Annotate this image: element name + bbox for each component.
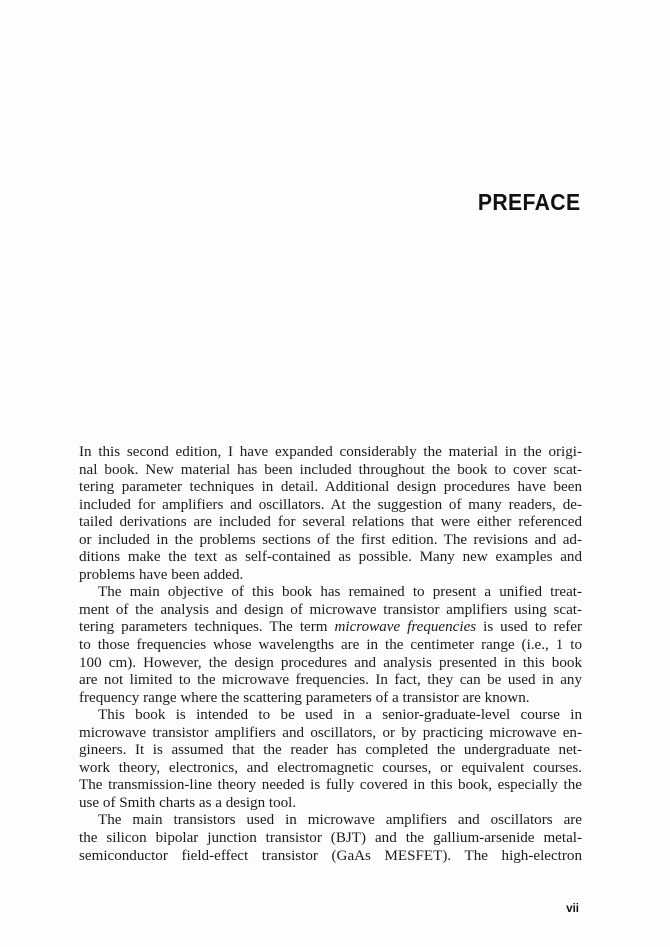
page-number: vii (566, 903, 579, 915)
text-line: or included in the problems sections of the first edition. The revisions and ad- (79, 531, 582, 548)
text-line: The transmission-line theory needed is fully covered in this book, especially the (79, 777, 582, 794)
text-segment: tering parameters techniques. The term (79, 619, 335, 636)
text-line: are not limited to the microwave frequencies. In fact, they can be used in any (79, 672, 582, 689)
text-segment: is used to refer (476, 619, 583, 636)
text-line: 100 cm). However, the design procedures and analysis presented in this book (79, 654, 582, 671)
text-line: semiconductor field-effect transistor (GaAs MESFET). The high-electron (79, 847, 582, 864)
chapter-heading: PREFACE (477, 189, 580, 215)
text-line: microwave transistor amplifiers and oscillators, or by practicing microwave en- (79, 724, 582, 741)
text-line: tering parameter techniques in detail. Additional design procedures have been (79, 479, 582, 496)
text-line: The main objective of this book has remained to present a unified treat- (98, 584, 582, 601)
text-line: problems have been added. (79, 566, 244, 583)
preface-body (79, 444, 582, 865)
text-line: included for amplifiers and oscillators. At the suggestion of many readers, de- (79, 496, 582, 513)
text-line: This book is intended to be used in a senior-graduate-level course in (98, 707, 582, 724)
text-line-mixed (79, 619, 582, 637)
text-line: frequency range where the scattering parameters of a transistor are known. (79, 689, 530, 706)
text-line: ditions make the text as self-contained as possible. Many new examples and (79, 549, 582, 566)
text-line: the silicon bipolar junction transistor (BJT) and the gallium-arsenide metal- (79, 830, 582, 847)
text-line: use of Smith charts as a design tool. (79, 794, 297, 811)
text-line: In this second edition, I have expanded considerably the material in the origi- (79, 444, 582, 460)
text-line: tailed derivations are included for several relations that were either referenced (79, 514, 582, 531)
italic-term: microwave frequencies (334, 619, 477, 636)
text-line: gineers. It is assumed that the reader has completed the undergraduate net- (79, 742, 582, 759)
text-line: The main transistors used in microwave amplifiers and oscillators are (98, 812, 582, 829)
text-line: work theory, electronics, and electromagnetic courses, or equivalent courses. (79, 759, 582, 776)
text-line: ment of the analysis and design of microwave transistor amplifiers using scat- (79, 601, 582, 618)
text-line: to those frequencies whose wavelengths are in the centimeter range (i.e., 1 to (79, 637, 582, 654)
text-line: nal book. New material has been included throughout the book to cover scat- (79, 461, 582, 478)
